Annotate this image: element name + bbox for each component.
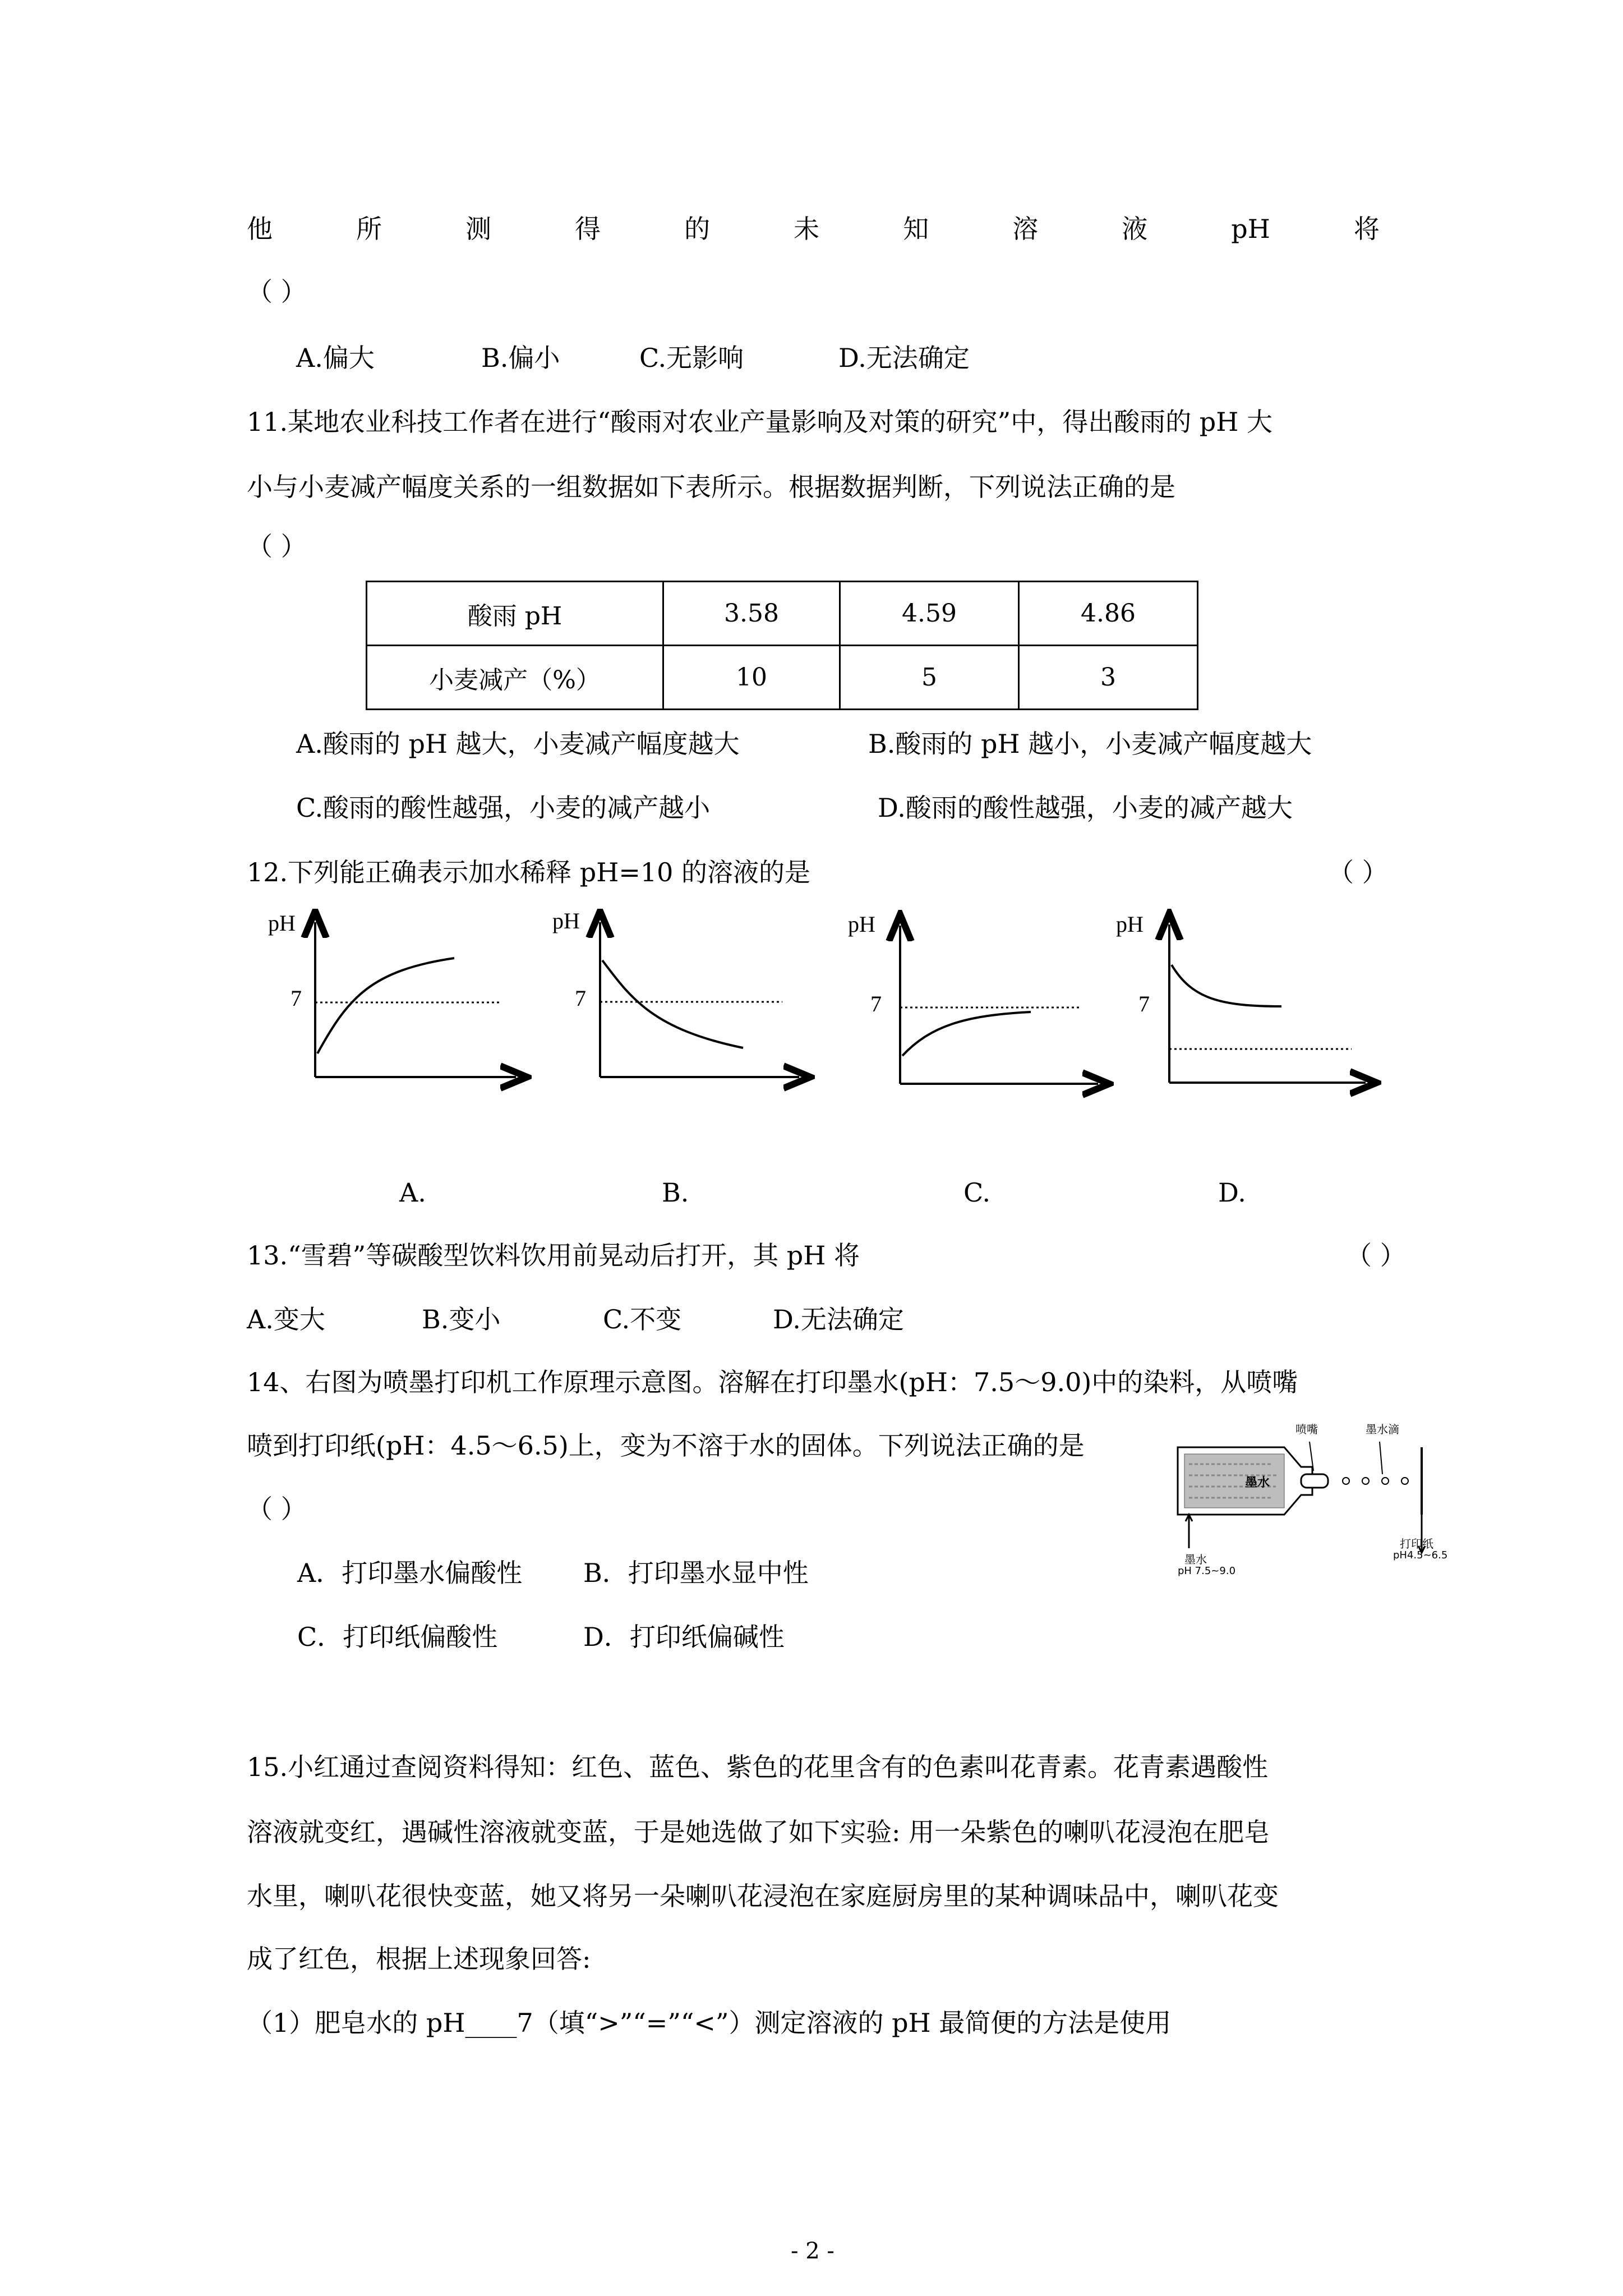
ink-droplet bbox=[1343, 1478, 1349, 1484]
q15-stem-line4: 成了红色，根据上述现象回答: bbox=[247, 1944, 591, 1974]
table-cell: 4.86 bbox=[1019, 582, 1198, 646]
q10-word: 液 bbox=[1122, 214, 1148, 244]
q14-stem-line1: 14、右图为喷墨打印机工作原理示意图。溶解在打印墨水(pH：7.5～9.0)中的染料，从喷嘴 bbox=[247, 1367, 1298, 1397]
q10-option-b: B.偏小 bbox=[481, 343, 560, 373]
q10-word: 未 bbox=[794, 214, 820, 244]
q14-option-d: D．打印纸偏碱性 bbox=[583, 1622, 785, 1652]
q14-option-a: A．打印墨水偏酸性 bbox=[297, 1558, 523, 1588]
graph-a bbox=[264, 909, 533, 1094]
graph-b-caption: B. bbox=[662, 1177, 689, 1208]
nozzle-label: 喷嘴 bbox=[1295, 1423, 1318, 1436]
ink-inside-label: 墨水 bbox=[1245, 1476, 1270, 1490]
ink-droplet bbox=[1401, 1478, 1408, 1484]
q15-part1: （1）肥皂水的 pH____7（填“>”“=”“<”）测定溶液的 pH 最简便的方法是使用 bbox=[247, 2008, 1172, 2038]
graph-a-caption: A. bbox=[399, 1177, 426, 1208]
table-row bbox=[367, 646, 1198, 710]
table-cell: 3 bbox=[1019, 646, 1198, 710]
graph-a-ref-label: 7 bbox=[291, 986, 302, 1011]
table-cell-label: 小麦减产（%） bbox=[367, 646, 663, 710]
ink-label: 墨水 bbox=[1184, 1553, 1207, 1566]
q15-stem-line1: 15.小红通过查阅资料得知：红色、蓝色、紫色的花里含有的色素叫花青素。花青素遇酸性 bbox=[247, 1752, 1269, 1782]
q10-word: 他 bbox=[247, 214, 273, 244]
graph-a-y-label: pH bbox=[268, 910, 296, 936]
graph-d bbox=[1113, 909, 1382, 1099]
paper-ph-label: pH4.5~6.5 bbox=[1393, 1549, 1448, 1561]
q15-stem-line2: 溶液就变红，遇碱性溶液就变蓝，于是她选做了如下实验: 用一朵紫色的喇叭花浸泡在肥皂 bbox=[247, 1817, 1270, 1847]
table-cell: 5 bbox=[840, 646, 1019, 710]
q15-stem-line3: 水里，喇叭花很快变蓝，她又将另一朵喇叭花浸泡在家庭厨房里的某种调味品中，喇叭花变 bbox=[247, 1881, 1279, 1911]
q11-option-c: C.酸雨的酸性越强，小麦的减产越小 bbox=[296, 793, 711, 823]
q10-word: pH bbox=[1231, 214, 1270, 244]
graph-b-ref-label: 7 bbox=[575, 986, 586, 1011]
q12-answer-paren: （ ） bbox=[1328, 857, 1388, 887]
q10-word: 所 bbox=[356, 214, 382, 244]
ink-ph-label: pH 7.5~9.0 bbox=[1178, 1565, 1236, 1577]
q11-option-a: A.酸雨的 pH 越大，小麦减产幅度越大 bbox=[296, 729, 740, 759]
q11-stem-line1: 11.某地农业科技工作者在进行“酸雨对农业产量影响及对策的研究”中，得出酸雨的 pH 大 bbox=[247, 407, 1272, 437]
q13-option-a: A.变大 bbox=[247, 1304, 325, 1335]
graph-d-ref-label: 7 bbox=[1138, 991, 1150, 1016]
q10-word: 测 bbox=[465, 214, 492, 244]
table-cell: 10 bbox=[663, 646, 840, 710]
q13-option-c: C.不变 bbox=[603, 1304, 682, 1335]
q10-option-c: C.无影响 bbox=[639, 343, 744, 373]
graph-d-y-label: pH bbox=[1116, 912, 1144, 937]
q13-answer-paren: （ ） bbox=[1346, 1240, 1406, 1271]
ph-curve bbox=[1172, 965, 1281, 1006]
leader-line bbox=[1380, 1442, 1382, 1474]
q11-answer-paren: （ ） bbox=[247, 531, 307, 562]
q10-option-d: D.无法确定 bbox=[838, 343, 970, 373]
q10-option-a: A.偏大 bbox=[296, 343, 375, 373]
ink-droplet bbox=[1382, 1478, 1389, 1484]
q11-option-b: B.酸雨的 pH 越小，小麦减产幅度越大 bbox=[868, 729, 1312, 759]
graph-d-caption: D. bbox=[1218, 1177, 1246, 1208]
table-row bbox=[367, 582, 1198, 646]
paper-label: 打印纸 bbox=[1400, 1537, 1433, 1550]
q14-stem-line2: 喷到打印纸(pH：4.5～6.5)上，变为不溶于水的固体。下列说法正确的是 bbox=[247, 1430, 1085, 1461]
ink-droplet bbox=[1362, 1478, 1369, 1484]
ph-curve bbox=[902, 1012, 1031, 1056]
printer-diagram bbox=[1166, 1425, 1481, 1604]
table-cell: 3.58 bbox=[663, 582, 840, 646]
q13-option-d: D.无法确定 bbox=[773, 1304, 904, 1335]
graph-b-y-label: pH bbox=[552, 908, 580, 933]
q13-option-b: B.变小 bbox=[422, 1304, 501, 1335]
ph-curve bbox=[602, 960, 743, 1048]
q10-word: 的 bbox=[684, 214, 711, 244]
graph-c-ref-label: 7 bbox=[870, 991, 882, 1016]
q10-word: 知 bbox=[903, 214, 929, 244]
ph-curve bbox=[317, 958, 454, 1053]
q14-option-b: B．打印墨水显中性 bbox=[583, 1558, 809, 1588]
graph-c-y-label: pH bbox=[848, 912, 875, 937]
q10-answer-paren: （ ） bbox=[247, 277, 307, 307]
q11-option-d: D.酸雨的酸性越强，小麦的减产越大 bbox=[878, 793, 1293, 823]
graph-c-caption: C. bbox=[963, 1177, 991, 1208]
q10-word: 将 bbox=[1353, 214, 1380, 244]
table-cell-label: 酸雨 pH bbox=[367, 582, 663, 646]
q12-stem: 12.下列能正确表示加水稀释 pH=10 的溶液的是 bbox=[247, 857, 811, 887]
q10-word: 溶 bbox=[1012, 214, 1039, 244]
q10-stem-line bbox=[247, 212, 1380, 246]
q13-stem: 13.“雪碧”等碳酸型饮料饮用前晃动后打开，其 pH 将 bbox=[247, 1240, 860, 1271]
graph-c bbox=[846, 909, 1115, 1099]
nozzle bbox=[1301, 1474, 1328, 1488]
graph-b bbox=[547, 909, 816, 1094]
page-number: - 2 - bbox=[791, 2238, 834, 2264]
table-cell: 4.59 bbox=[840, 582, 1019, 646]
droplet-label: 墨水滴 bbox=[1366, 1423, 1399, 1436]
q14-option-c: C．打印纸偏酸性 bbox=[297, 1622, 498, 1652]
q14-answer-paren: （ ） bbox=[247, 1494, 307, 1524]
acid-rain-table bbox=[366, 581, 1198, 710]
q11-stem-line2: 小与小麦减产幅度关系的一组数据如下表所示。根据数据判断，下列说法正确的是 bbox=[247, 472, 1175, 502]
q10-word: 得 bbox=[575, 214, 601, 244]
